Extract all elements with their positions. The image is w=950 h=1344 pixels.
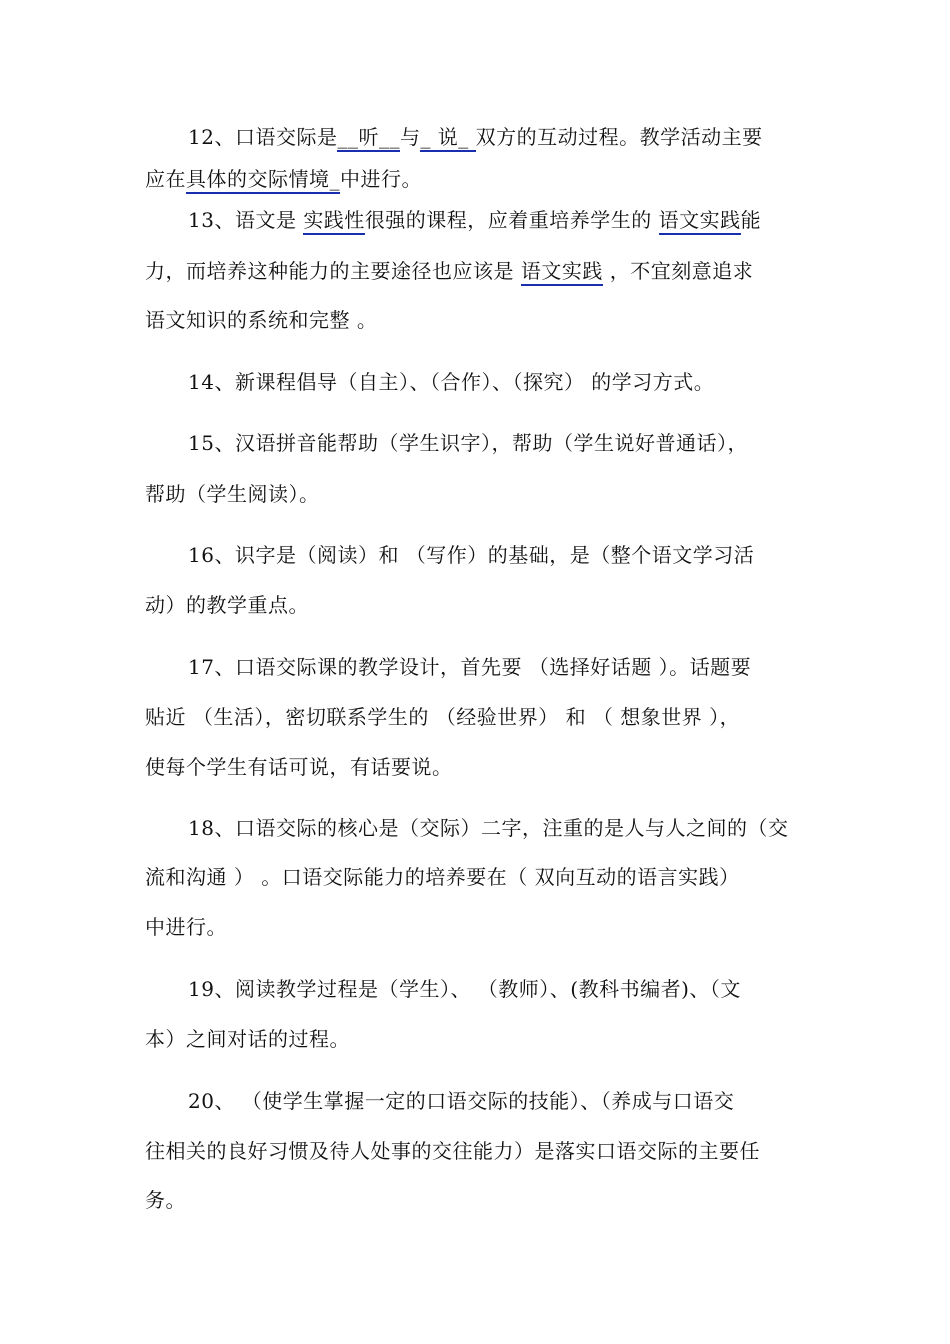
q12-line-1: [188, 122, 763, 152]
q16-line-1: 16、识字是（阅读）和 （写作）的基础，是（整个语文学习活: [188, 543, 755, 567]
q19-line-2: 本）之间对话的过程。: [145, 1027, 350, 1051]
q12-line-2: [145, 164, 422, 194]
q12-text-a: 12、口语交际是: [188, 125, 338, 149]
q12-blank-speak: _ 说_: [420, 125, 475, 152]
q13-blank-chinese-practice-2: 语文实践: [521, 259, 603, 286]
q15-line-1: 15、汉语拼音能帮助（学生识字），帮助（学生说好普通话），: [188, 431, 748, 455]
q13-text-f: 力，而培养这种能力的主要途径也应该是: [145, 259, 521, 283]
q12-blank-listen: __听__: [337, 125, 400, 152]
q13-line-1: [188, 205, 761, 235]
q12-blank-context: 具体的交际情境_: [186, 167, 340, 194]
q13-text-a: 13、语文是: [188, 208, 304, 232]
q14-line-1: 14、新课程倡导（自主）、（合作）、（探究） 的学习方式。: [188, 370, 715, 394]
q13-text-h: ，不宜刻意追求: [602, 259, 754, 283]
q17-line-3: 使每个学生有话可说，有话要说。: [145, 755, 453, 779]
q20-line-1: 20、 （使学生掌握一定的口语交际的技能）、（养成与口语交: [188, 1089, 735, 1113]
q20-line-2: 往相关的良好习惯及待人处事的交往能力）是落实口语交际的主要任: [145, 1139, 760, 1163]
q16-line-2: 动）的教学重点。: [145, 593, 309, 617]
q18-line-3: 中进行。: [145, 915, 227, 939]
q18-line-1: 18、口语交际的核心是（交际）二字，注重的是人与人之间的（交: [188, 816, 789, 840]
q19-line-1: 19、阅读教学过程是（学生）、 （教师）、(教科书编者)、（文: [188, 977, 741, 1001]
q20-line-3: 务。: [145, 1188, 186, 1212]
q12-text-c: 与: [399, 125, 421, 149]
q13-text-c: 很强的课程，应着重培养学生的: [364, 208, 659, 232]
q13-text-e: 能: [740, 208, 762, 232]
q15-line-2: 帮助（学生阅读）。: [145, 482, 320, 506]
q13-line-3: 语文知识的系统和完整 。: [145, 308, 378, 332]
q13-blank-chinese-practice: 语文实践: [659, 208, 741, 235]
q17-line-2: 贴近 （生活），密切联系学生的 （经验世界） 和 （ 想象世界 ），: [145, 705, 741, 729]
q17-line-1: 17、口语交际课的教学设计，首先要 （选择好话题 ）。话题要: [188, 655, 752, 679]
q13-line-2: [145, 256, 753, 286]
q13-blank-practice: 实践性: [303, 208, 365, 235]
q12-text-f: 应在: [145, 167, 186, 191]
q18-line-2: 流和沟通 ） 。口语交际能力的培养要在（ 双向互动的语言实践）: [145, 865, 740, 889]
q12-text-e: 双方的互动过程。教学活动主要: [475, 125, 763, 149]
q12-text-h: 中进行。: [340, 167, 422, 191]
